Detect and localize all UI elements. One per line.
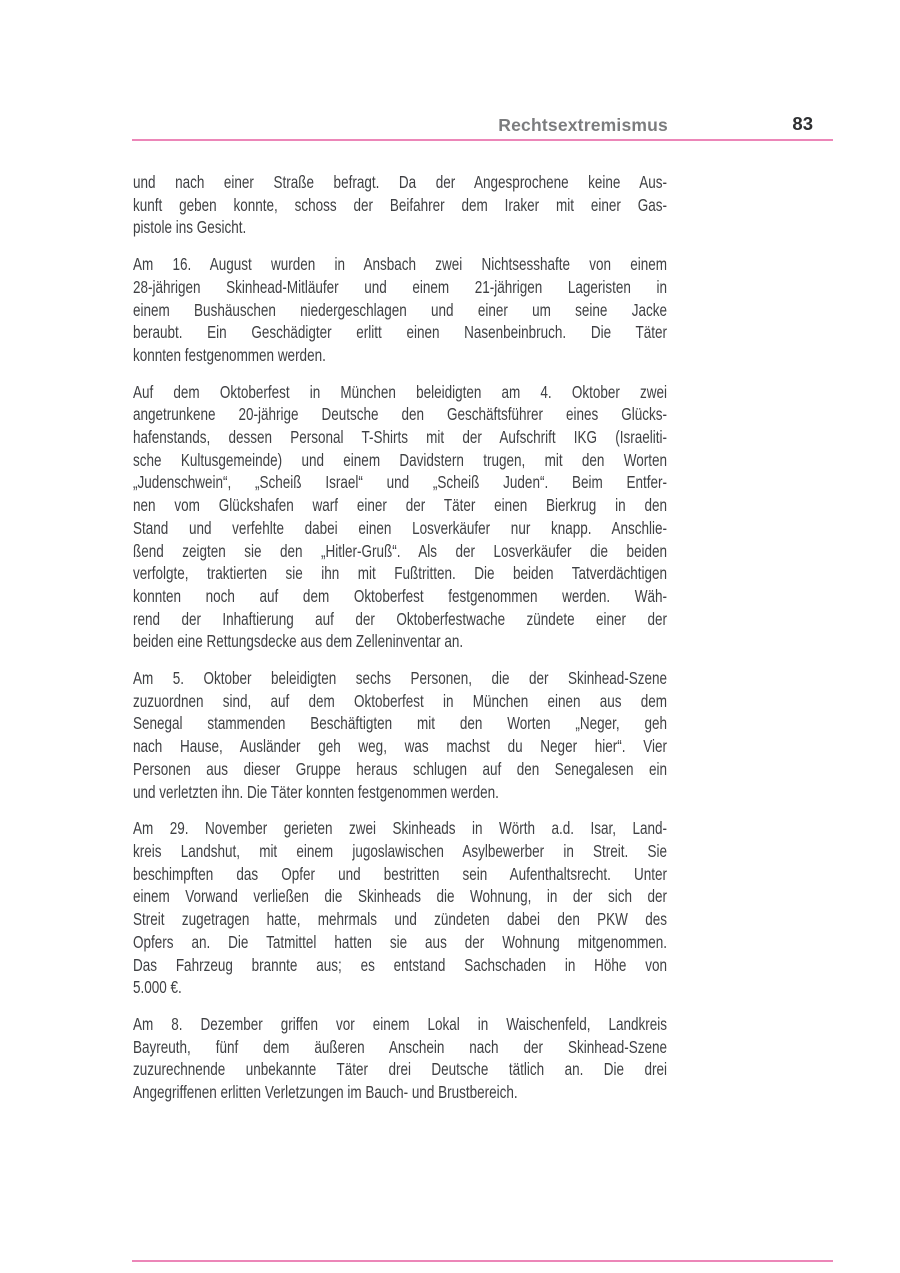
text-line: nach Hause, Ausländer geh weg, was machst du Neger hier“. Vier xyxy=(133,736,668,757)
page-number: 83 xyxy=(792,113,813,134)
text-line: „Judenschwein“, „Scheiß Israel“ und „Scheiß Juden“. Beim Entfer- xyxy=(133,472,668,493)
text-line: zuzurechnende unbekannte Täter drei Deutsche tätlich an. Die drei xyxy=(133,1059,668,1080)
paragraph xyxy=(133,381,667,653)
text-line: Das Fahrzeug brannte aus; es entstand Sachschaden in Höhe von xyxy=(133,954,668,975)
paragraph xyxy=(133,171,667,239)
text-line: verfolgte, traktierten sie ihn mit Fußtritten. Die beiden Tatverdächtigen xyxy=(133,563,668,584)
text-line: Streit zugetragen hatte, mehrmals und zündeten dabei den PKW des xyxy=(133,909,668,930)
text-line: einem Bushäuschen niedergeschlagen und einer um seine Jacke xyxy=(133,299,668,320)
text-line: Opfers an. Die Tatmittel hatten sie aus der Wohnung mitgenommen. xyxy=(133,931,668,952)
text-line: Stand und verfehlte dabei einen Losverkäufer nur knapp. Anschlie- xyxy=(133,517,668,538)
text-line: 28-jährigen Skinhead-Mitläufer und einem 21-jährigen Lageristen in xyxy=(133,276,668,297)
header-section-title: Rechtsextremismus xyxy=(498,115,668,135)
text-line: kreis Landshut, mit einem jugoslawischen Asylbewerber in Streit. Sie xyxy=(133,840,668,861)
paragraph xyxy=(133,817,667,999)
footer-rule xyxy=(132,1260,833,1262)
text-line: rend der Inhaftierung auf der Oktoberfestwache zündete einer der xyxy=(133,608,668,629)
text-line: pistole ins Gesicht. xyxy=(133,217,247,238)
text-line: Auf dem Oktoberfest in München beleidigten am 4. Oktober zwei xyxy=(133,381,668,402)
paragraph xyxy=(133,253,667,367)
text-line: beschimpften das Opfer und bestritten sein Aufenthaltsrecht. Unter xyxy=(133,863,668,884)
text-line: Am 5. Oktober beleidigten sechs Personen, die der Skinhead-Szene xyxy=(133,668,668,689)
paragraph xyxy=(133,667,667,803)
body-text-block xyxy=(133,171,667,1118)
text-line: hafenstands, dessen Personal T-Shirts mit der Aufschrift IKG (Israeliti- xyxy=(133,427,668,448)
text-line: beraubt. Ein Geschädigter erlitt einen Nasenbeinbruch. Die Täter xyxy=(133,322,668,343)
text-line: zuzuordnen sind, auf dem Oktoberfest in München einen aus dem xyxy=(133,690,668,711)
text-line: Angegriffenen erlitten Verletzungen im Bauch- und Brustbereich. xyxy=(133,1082,518,1103)
text-line: einem Vorwand verließen die Skinheads die Wohnung, in der sich der xyxy=(133,886,668,907)
text-line: Personen aus dieser Gruppe heraus schlugen auf den Senegalesen ein xyxy=(133,758,668,779)
text-line: beiden eine Rettungsdecke aus dem Zelleninventar an. xyxy=(133,631,464,652)
text-line: und nach einer Straße befragt. Da der Angesprochene keine Aus- xyxy=(133,172,668,192)
text-line: nen vom Glückshafen warf einer der Täter einen Bierkrug in den xyxy=(133,495,668,516)
text-line: Am 16. August wurden in Ansbach zwei Nichtsesshafte von einem xyxy=(133,254,668,275)
text-line: angetrunkene 20-jährige Deutsche den Geschäftsführer eines Glücks- xyxy=(133,404,668,425)
paragraph xyxy=(133,1013,667,1104)
text-line: 5.000 €. xyxy=(133,977,182,998)
text-line: konnten festgenommen werden. xyxy=(133,344,326,365)
text-line: konnten noch auf dem Oktoberfest festgenommen werden. Wäh- xyxy=(133,585,668,606)
text-line: Am 8. Dezember griffen vor einem Lokal in Waischenfeld, Landkreis xyxy=(133,1013,668,1034)
text-line: ßend zeigten sie den „Hitler-Gruß“. Als der Losverkäufer die beiden xyxy=(133,540,668,561)
text-line: und verletzten ihn. Die Täter konnten festgenommen werden. xyxy=(133,781,499,802)
header-rule xyxy=(132,139,833,141)
text-line: kunft geben konnte, schoss der Beifahrer dem Iraker mit einer Gas- xyxy=(133,194,668,215)
text-line: Am 29. November gerieten zwei Skinheads in Wörth a.d. Isar, Land- xyxy=(133,818,668,839)
text-line: Bayreuth, fünf dem äußeren Anschein nach der Skinhead-Szene xyxy=(133,1036,668,1057)
text-line: sche Kultusgemeinde) und einem Davidstern trugen, mit den Worten xyxy=(133,449,668,470)
text-line: Senegal stammenden Beschäftigten mit den Worten „Neger, geh xyxy=(133,713,668,734)
